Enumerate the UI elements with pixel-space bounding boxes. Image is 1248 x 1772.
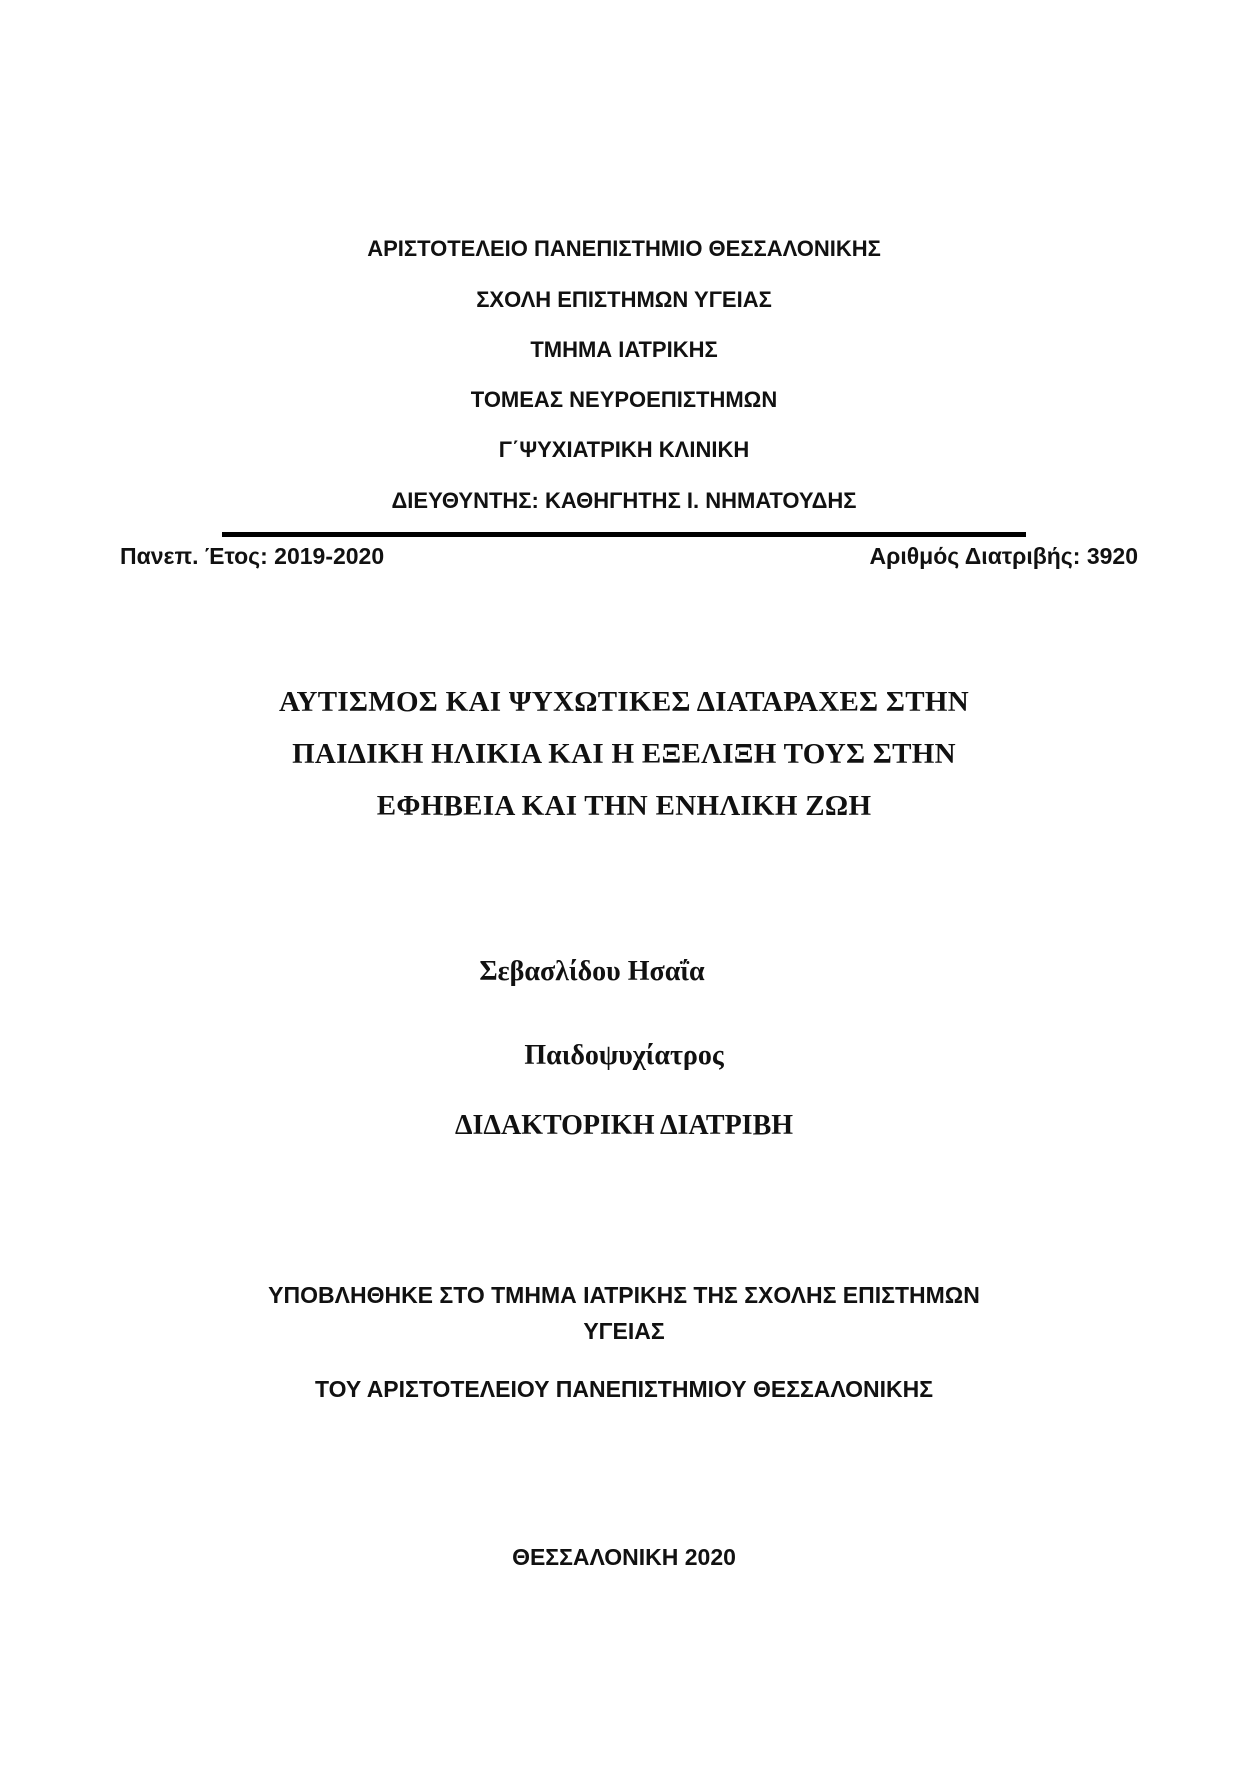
- director-line: ΔΙΕΥΘΥΝΤΗΣ: ΚΑΘΗΓΗΤΗΣ Ι. ΝΗΜΑΤΟΥΔΗΣ: [391, 488, 857, 513]
- place-year: ΘΕΣΣΑΛΟΝΙΚΗ 2020: [512, 1544, 736, 1570]
- thesis-number: Αριθμός Διατριβής: 3920: [869, 543, 1138, 569]
- author-role: Παιδοψυχίατρος: [524, 1040, 724, 1071]
- school-name: ΣΧΟΛΗ ΕΠΙΣΤΗΜΩΝ ΥΓΕΙΑΣ: [476, 287, 772, 312]
- thesis-title-line-2: ΠΑΙΔΙΚΗ ΗΛΙΚΙΑ ΚΑΙ Η ΕΞΕΛΙΞΗ ΤΟΥΣ ΣΤΗΝ: [292, 738, 956, 770]
- submission-line-2: ΥΓΕΙΑΣ: [583, 1318, 665, 1344]
- thesis-title-line-3: ΕΦΗΒΕΙΑ ΚΑΙ ΤΗΝ ΕΝΗΛΙΚΗ ΖΩΗ: [376, 790, 872, 822]
- header-divider: [222, 532, 1026, 537]
- university-name: ΑΡΙΣΤΟΤΕΛΕΙΟ ΠΑΝΕΠΙΣΤΗΜΙΟ ΘΕΣΣΑΛΟΝΙΚΗΣ: [367, 236, 881, 261]
- submission-line-3: ΤΟΥ ΑΡΙΣΤΟΤΕΛΕΙΟΥ ΠΑΝΕΠΙΣΤΗΜΙΟΥ ΘΕΣΣΑΛΟΝΙΚΗΣ: [314, 1376, 934, 1402]
- submission-line-1: ΥΠΟΒΛΗΘΗΚΕ ΣΤΟ ΤΜΗΜΑ ΙΑΤΡΙΚΗΣ ΤΗΣ ΣΧΟΛΗΣ ΕΠΙΣΤΗΜΩΝ: [268, 1282, 980, 1308]
- department-name: ΤΜΗΜΑ ΙΑΤΡΙΚΗΣ: [530, 337, 718, 362]
- sector-name: ΤΟΜΕΑΣ ΝΕΥΡΟΕΠΙΣΤΗΜΩΝ: [470, 387, 778, 412]
- author-name: Σεβασλίδου Ησαΐα: [479, 956, 705, 987]
- academic-year: Πανεπ. Έτος: 2019-2020: [120, 543, 385, 569]
- thesis-type: ΔΙΔΑΚΤΟΡΙΚΗ ΔΙΑΤΡΙΒΗ: [454, 1110, 794, 1141]
- clinic-name: Γ΄ΨΥΧΙΑΤΡΙΚΗ ΚΛΙΝΙΚΗ: [498, 437, 750, 462]
- thesis-title-line-1: ΑΥΤΙΣΜΟΣ ΚΑΙ ΨΥΧΩΤΙΚΕΣ ΔΙΑΤΑΡΑΧΕΣ ΣΤΗΝ: [279, 686, 969, 718]
